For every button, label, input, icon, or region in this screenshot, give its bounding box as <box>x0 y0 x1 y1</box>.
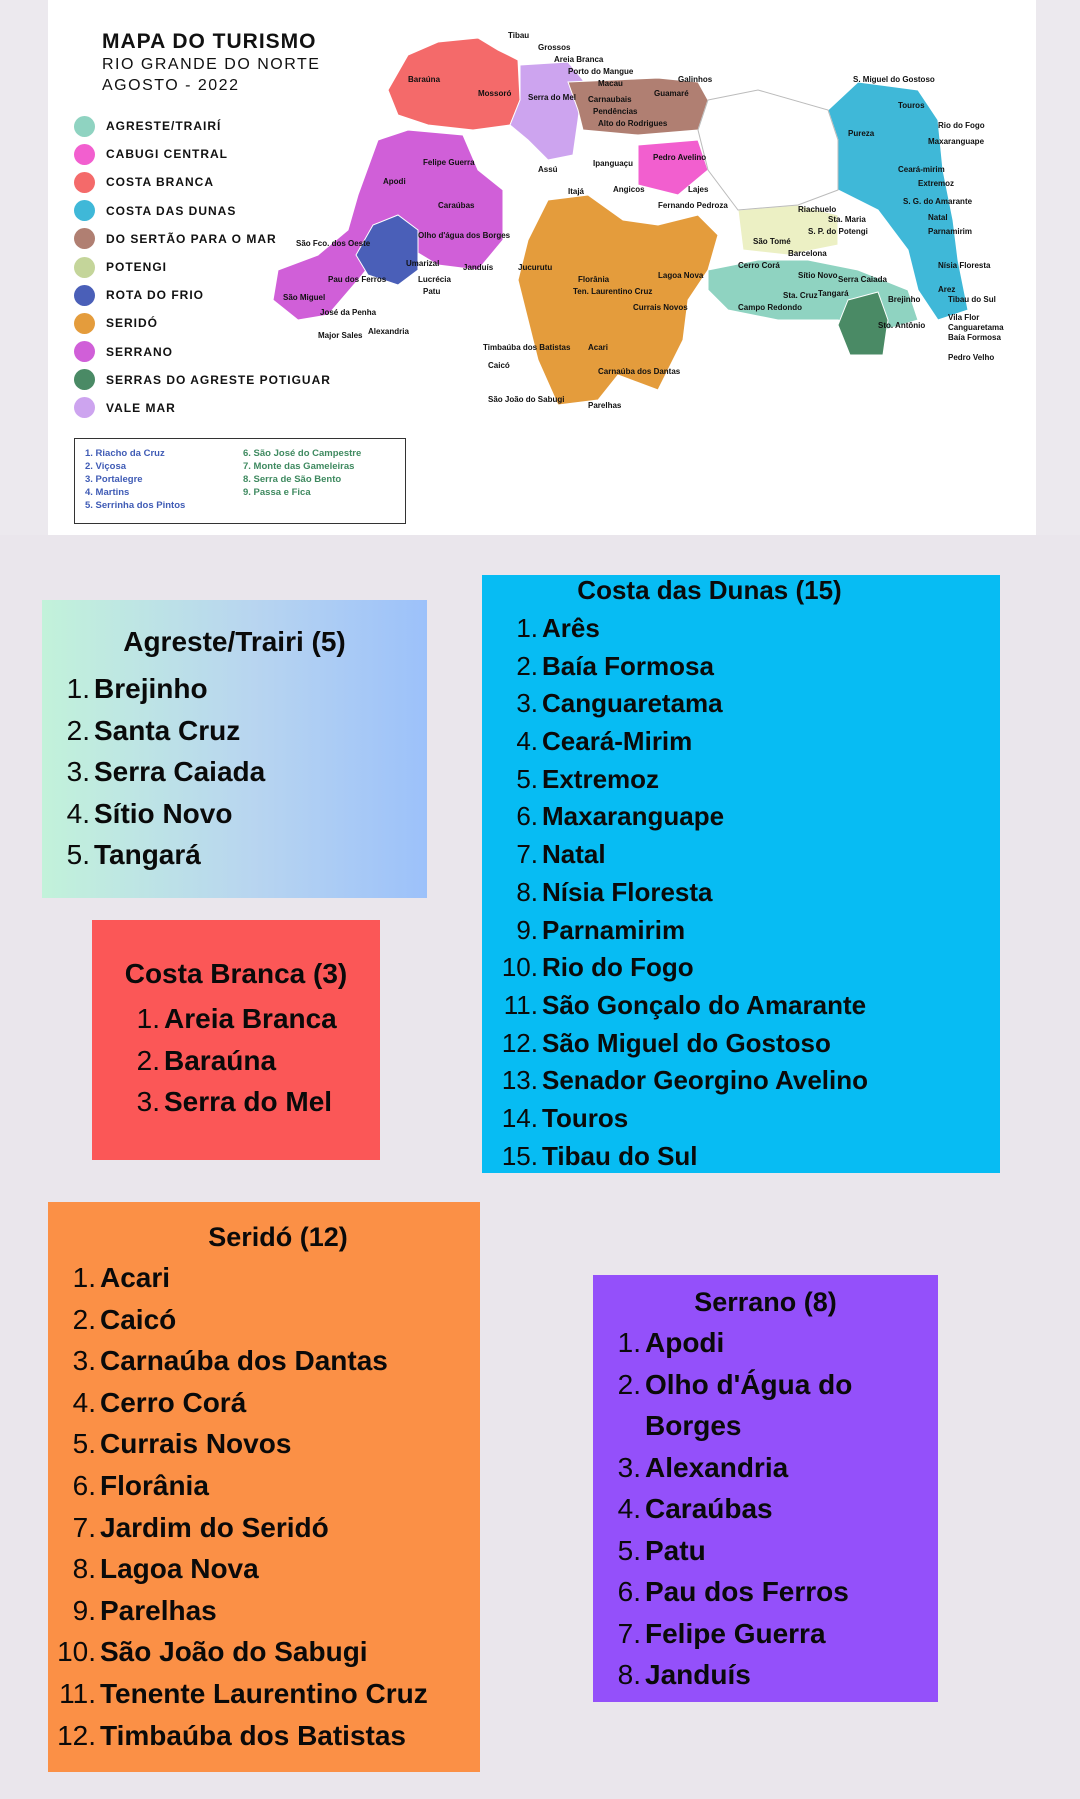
place-label: Vila Flor <box>948 313 980 322</box>
place-label: Lagoa Nova <box>658 271 704 280</box>
list-number: 2. <box>136 1044 160 1076</box>
place-label: Tangará <box>818 289 849 298</box>
place-label: Guamaré <box>654 89 689 98</box>
list-number: 11. <box>59 1677 96 1709</box>
place-label: Florânia <box>578 275 610 284</box>
place-label: Sta. Cruz <box>783 291 818 300</box>
place-label: Ipanguaçu <box>593 159 634 168</box>
place-label: Tibau <box>508 31 530 40</box>
place-label: Fernando Pedroza <box>658 201 728 210</box>
key-item: 3. Portalegre <box>85 474 143 485</box>
legend-swatch <box>74 144 95 165</box>
legend-label: ROTA DO FRIO <box>106 288 204 303</box>
list-number: 13. <box>501 1065 538 1096</box>
legend-label: POTENGI <box>106 260 168 275</box>
place-label: Pureza <box>848 129 875 138</box>
list-item <box>593 1571 938 1613</box>
place-label: São Tomé <box>753 237 791 246</box>
list-item <box>48 1631 480 1673</box>
place-label: Lucrécia <box>418 275 451 284</box>
place-label: Angicos <box>613 185 645 194</box>
list-number: 3. <box>617 1451 641 1483</box>
list-number: 2. <box>617 1368 641 1400</box>
municipality-name: Extremoz <box>542 763 660 794</box>
municipality-name: Timbaúba dos Batistas <box>100 1719 407 1751</box>
place-label: Janduís <box>463 263 494 272</box>
municipality-name: Lagoa Nova <box>100 1553 259 1585</box>
municipality-name: Pau dos Ferros <box>645 1576 849 1607</box>
municipality-name: Sítio Novo <box>94 797 233 829</box>
list-number: 15. <box>501 1140 538 1171</box>
box-serrano <box>593 1275 938 1702</box>
list-number: 5. <box>66 839 90 870</box>
place-label: Parnamirim <box>928 227 973 236</box>
place-label: Grossos <box>538 43 571 52</box>
place-label: Touros <box>898 101 925 110</box>
list-item <box>593 1613 938 1655</box>
place-label: Apodi <box>383 177 406 186</box>
place-label: Serra do Mel <box>528 93 577 102</box>
list-item <box>48 1257 480 1299</box>
list-number: 9. <box>72 1594 96 1626</box>
legend-swatch <box>74 285 95 306</box>
place-label: Tibau do Sul <box>948 295 996 304</box>
place-label: Pedro Avelino <box>653 153 707 162</box>
list-number: 1. <box>66 673 90 704</box>
place-label: Currais Novos <box>633 303 688 312</box>
place-label: Itajá <box>568 187 585 196</box>
list-number: 3. <box>72 1345 96 1377</box>
key-item: 5. Serrinha dos Pintos <box>85 500 186 511</box>
place-label: Major Sales <box>318 331 363 340</box>
list-item <box>48 1548 480 1590</box>
region-costa-branca <box>388 38 520 130</box>
list-number: 4. <box>617 1493 641 1524</box>
box-title: Costa das Dunas (15) <box>577 575 842 605</box>
list-item <box>482 761 1000 799</box>
list-item <box>42 751 427 793</box>
municipality-name: Areia Branca <box>164 1003 337 1034</box>
municipality-name: Caicó <box>100 1303 177 1335</box>
place-label: Serra Caiada <box>838 275 887 284</box>
list-number: 4. <box>72 1386 96 1418</box>
list-item <box>48 1299 480 1341</box>
place-label: José da Penha <box>320 308 377 317</box>
list-number: 1. <box>516 613 538 643</box>
list-number: 8. <box>72 1553 96 1585</box>
list-number: 6. <box>617 1576 641 1607</box>
place-label: Riachuelo <box>798 205 837 214</box>
list-item <box>482 798 1000 836</box>
place-label: Caraúbas <box>438 201 475 210</box>
place-label: Porto do Mangue <box>568 67 634 76</box>
place-label: Lajes <box>688 185 709 194</box>
legend-label: DO SERTÃO PARA O MAR <box>106 231 277 246</box>
municipality-name: Tibau do Sul <box>542 1140 698 1171</box>
key-item: 6. São José do Campestre <box>243 448 362 459</box>
municipality-name: São Gonçalo do Amarante <box>542 989 867 1020</box>
place-label: Galinhos <box>678 75 713 84</box>
municipality-name: Olho d'Água do Borges <box>645 1368 853 1441</box>
place-label: Sto. Antônio <box>878 321 926 330</box>
place-label: Campo Redondo <box>738 303 802 312</box>
place-label: Pedro Velho <box>948 353 995 362</box>
list-number: 4. <box>66 797 90 829</box>
legend-label: SERRANO <box>106 344 174 359</box>
place-label: Cerro Corá <box>738 261 780 270</box>
key-item: 4. Martins <box>85 487 130 498</box>
map-subtitle-date: AGOSTO - 2022 <box>102 77 240 94</box>
place-label: Sítio Novo <box>798 271 838 280</box>
place-label: Ten. Laurentino Cruz <box>573 287 653 296</box>
municipality-name: Ceará-Mirim <box>542 726 693 757</box>
list-item <box>48 1340 480 1382</box>
municipality-name: Felipe Guerra <box>645 1617 826 1649</box>
municipality-name: Carnaúba dos Dantas <box>100 1345 388 1377</box>
key-right-column <box>243 447 361 499</box>
legend-label: AGRESTE/TRAIRÍ <box>106 119 222 134</box>
key-item: 1. Riacho da Cruz <box>85 448 165 459</box>
place-label: Arez <box>938 285 956 294</box>
place-label: Olho d'água dos Borges <box>418 231 511 240</box>
municipality-name: Acari <box>100 1262 171 1293</box>
legend-swatch <box>74 313 95 334</box>
place-label: Brejinho <box>888 295 921 304</box>
list-item <box>593 1447 938 1489</box>
place-label: Macau <box>598 79 623 88</box>
list-number: 1. <box>617 1327 641 1358</box>
list-number: 14. <box>501 1102 538 1133</box>
list-item <box>48 1673 480 1715</box>
list-item <box>593 1364 938 1447</box>
municipality-name: Nísia Floresta <box>542 876 713 907</box>
place-label: Baraúna <box>408 75 441 84</box>
legend-swatch <box>74 200 95 221</box>
legend-label: CABUGI CENTRAL <box>106 147 228 162</box>
legend-swatch <box>74 341 95 362</box>
list-item <box>482 648 1000 686</box>
legend-swatch <box>74 228 95 249</box>
place-label: Parelhas <box>588 401 622 410</box>
list-number: 6. <box>516 801 538 832</box>
key-left-column <box>85 447 185 512</box>
list-number: 7. <box>72 1511 96 1543</box>
list-item <box>42 668 427 710</box>
municipality-name: Baraúna <box>164 1044 277 1076</box>
municipality-name: Arês <box>542 613 600 643</box>
region-unassigned <box>698 90 838 210</box>
list-item <box>593 1530 938 1572</box>
list-number: 1. <box>72 1262 96 1293</box>
place-label: Umarizal <box>406 259 440 268</box>
list-item <box>92 1040 380 1082</box>
region-vale-mar <box>510 62 583 160</box>
municipality-name: Santa Cruz <box>94 714 241 746</box>
list-number: 3. <box>66 756 90 787</box>
legend-label: SERIDÓ <box>106 316 159 331</box>
place-label: Caicó <box>488 361 510 370</box>
list-number: 5. <box>516 763 538 794</box>
numbered-key-box <box>74 438 406 524</box>
place-label: Jucurutu <box>518 263 553 272</box>
box-agreste-trairi <box>42 600 427 898</box>
municipality-name: Parnamirim <box>542 914 686 945</box>
list-item <box>482 685 1000 723</box>
list-item <box>482 912 1000 950</box>
list-number: 8. <box>617 1659 641 1690</box>
municipality-name: Patu <box>645 1534 706 1566</box>
municipality-name: Serra do Mel <box>164 1086 333 1117</box>
place-label: Pau dos Ferros <box>328 275 387 284</box>
municipality-name: São João do Sabugi <box>100 1636 368 1668</box>
list-number: 10. <box>501 952 538 983</box>
list-item <box>593 1322 938 1364</box>
list-item <box>48 1590 480 1632</box>
box-serido <box>48 1202 480 1772</box>
legend-label: COSTA DAS DUNAS <box>106 203 237 218</box>
place-label: Alto do Rodrigues <box>598 119 668 128</box>
municipality-name: Caraúbas <box>645 1493 773 1524</box>
list-item <box>482 723 1000 761</box>
list-item <box>593 1654 938 1696</box>
municipality-name: Tenente Laurentino Cruz <box>100 1677 428 1709</box>
list-number: 11. <box>503 989 538 1020</box>
municipality-name: Florânia <box>100 1469 209 1501</box>
legend-swatch <box>74 257 95 278</box>
place-label: Baía Formosa <box>948 333 1001 342</box>
list-number: 5. <box>72 1428 96 1460</box>
list-number: 10. <box>57 1636 96 1668</box>
legend-label: SERRAS DO AGRESTE POTIGUAR <box>106 372 331 387</box>
list-item <box>482 1100 1000 1138</box>
place-label: Felipe Guerra <box>423 158 475 167</box>
municipality-name: São Miguel do Gostoso <box>542 1027 831 1058</box>
list-number: 8. <box>516 876 538 907</box>
list-item <box>42 834 427 876</box>
place-label: Canguaretama <box>948 323 1004 332</box>
list-number: 2. <box>72 1303 96 1335</box>
municipality-name: Brejinho <box>94 673 208 704</box>
list-number: 3. <box>516 688 538 719</box>
municipality-name: Touros <box>542 1102 629 1133</box>
list-item <box>48 1382 480 1424</box>
legend-swatch <box>74 369 95 390</box>
place-label: Assú <box>538 165 558 174</box>
list-number: 9. <box>516 914 538 945</box>
place-label: Pendências <box>593 107 638 116</box>
municipality-name: Janduís <box>645 1659 751 1690</box>
place-label: Timbaúba dos Batistas <box>483 343 571 352</box>
key-item: 9. Passa e Fica <box>243 487 311 498</box>
list-item <box>482 1062 1000 1100</box>
key-item: 8. Serra de São Bento <box>243 474 342 485</box>
place-label: S. P. do Potengi <box>808 227 868 236</box>
place-label: Maxaranguape <box>928 137 985 146</box>
place-label: S. Miguel do Gostoso <box>853 75 935 84</box>
key-item: 7. Monte das Gameleiras <box>243 461 355 472</box>
place-label: Alexandria <box>368 327 409 336</box>
place-label: Mossoró <box>478 89 512 98</box>
list-item <box>593 1488 938 1530</box>
place-label: Sta. Maria <box>828 215 866 224</box>
place-label: Ceará-mirim <box>898 165 945 174</box>
legend-swatch <box>74 116 95 137</box>
list-item <box>482 949 1000 987</box>
list-number: 7. <box>516 839 538 870</box>
municipality-name: Senador Georgino Avelino <box>542 1065 869 1096</box>
place-label: São João do Sabugi <box>488 395 565 404</box>
list-number: 12. <box>57 1719 96 1751</box>
municipality-name: Rio do Fogo <box>542 952 694 983</box>
list-item <box>482 1138 1000 1176</box>
place-label: São Fco. dos Oeste <box>296 239 371 248</box>
place-label: São Miguel <box>283 293 326 302</box>
place-label: Acari <box>588 343 609 352</box>
municipality-name: Maxaranguape <box>542 801 725 832</box>
list-item <box>42 710 427 752</box>
municipality-name: Jardim do Seridó <box>100 1511 329 1543</box>
municipality-name: Tangará <box>94 839 201 870</box>
list-item <box>482 1025 1000 1063</box>
list-item <box>482 610 1000 648</box>
list-item <box>48 1465 480 1507</box>
legend-label: VALE MAR <box>106 400 176 415</box>
list-item <box>48 1715 480 1757</box>
list-number: 2. <box>66 714 90 746</box>
box-title: Agreste/Trairi (5) <box>123 626 346 657</box>
municipality-name: Canguaretama <box>542 688 723 719</box>
municipality-name: Parelhas <box>100 1594 217 1626</box>
list-number: 3. <box>136 1086 160 1117</box>
box-title: Costa Branca (3) <box>124 958 348 989</box>
tourism-map-card <box>48 0 1036 535</box>
list-number: 6. <box>72 1469 96 1501</box>
list-number: 2. <box>516 650 538 681</box>
place-label: Carnaubais <box>588 95 632 104</box>
list-number: 7. <box>617 1617 641 1649</box>
place-label: Carnaúba dos Dantas <box>598 367 681 376</box>
rn-region-map <box>238 20 1030 420</box>
list-item <box>48 1423 480 1465</box>
map-title: MAPA DO TURISMO <box>102 30 317 53</box>
list-number: 12. <box>501 1027 538 1058</box>
list-item <box>48 1507 480 1549</box>
place-label: Nísia Floresta <box>938 261 991 270</box>
list-number: 5. <box>617 1534 641 1566</box>
map-subtitle-state: RIO GRANDE DO NORTE <box>102 56 321 73</box>
list-item <box>482 874 1000 912</box>
legend-label: COSTA BRANCA <box>106 175 214 190</box>
municipality-name: Serra Caiada <box>94 756 266 787</box>
box-title: Seridó (12) <box>208 1222 348 1252</box>
municipality-name: Alexandria <box>645 1451 789 1483</box>
place-label: Areia Branca <box>554 55 604 64</box>
box-costa-branca <box>92 920 380 1160</box>
list-item <box>42 793 427 835</box>
municipality-name: Currais Novos <box>100 1428 292 1460</box>
place-label: Rio do Fogo <box>938 121 985 130</box>
municipality-name: Baía Formosa <box>542 650 714 681</box>
place-label: Extremoz <box>918 179 955 188</box>
legend-swatch <box>74 172 95 193</box>
list-item <box>482 987 1000 1025</box>
municipality-name: Apodi <box>645 1327 725 1358</box>
key-item: 2. Viçosa <box>85 461 127 472</box>
municipality-name: Cerro Corá <box>100 1386 247 1418</box>
list-number: 4. <box>516 726 538 757</box>
list-item <box>482 836 1000 874</box>
municipality-name: Natal <box>542 839 606 870</box>
box-title: Serrano (8) <box>694 1287 837 1317</box>
list-item <box>92 998 380 1040</box>
place-label: Patu <box>423 287 441 296</box>
list-item <box>92 1081 380 1123</box>
place-label: Barcelona <box>788 249 827 258</box>
legend-swatch <box>74 397 95 418</box>
box-costa-das-dunas <box>482 575 1000 1173</box>
list-number: 1. <box>136 1003 160 1034</box>
place-label: Natal <box>928 213 948 222</box>
place-label: S. G. do Amarante <box>903 197 973 206</box>
